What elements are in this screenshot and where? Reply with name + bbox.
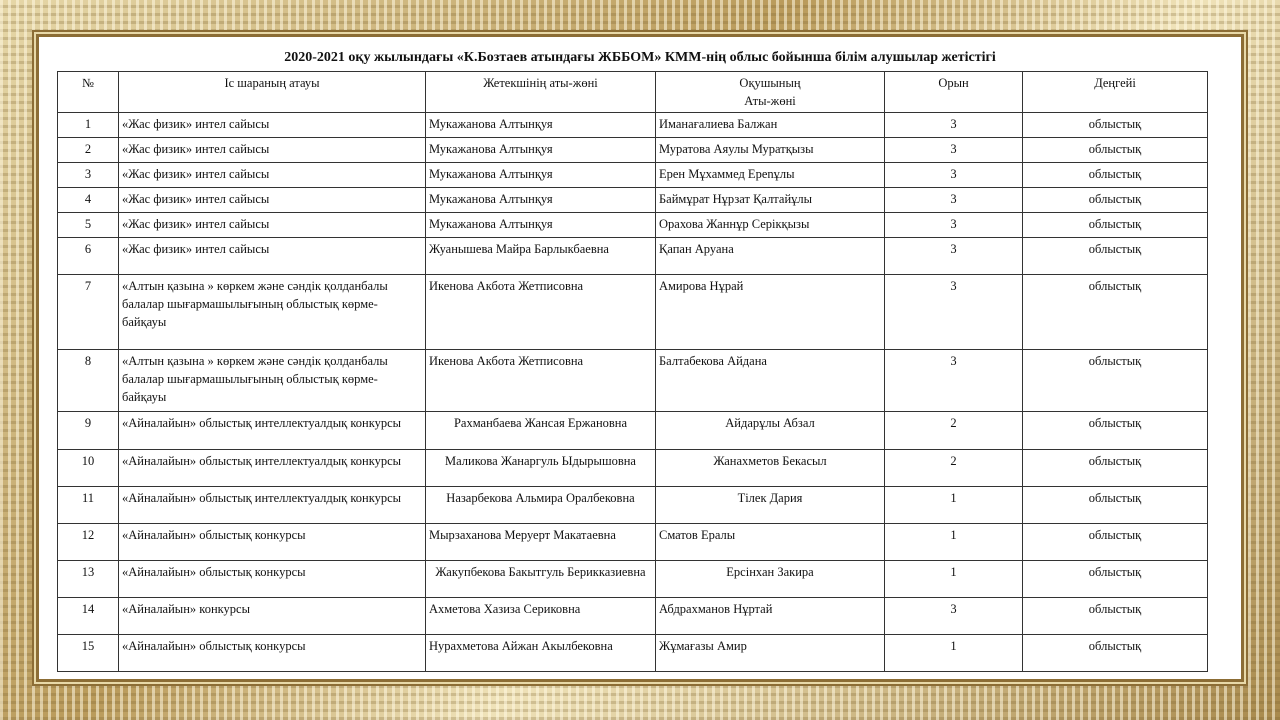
cell-student: Орахова Жаннұр Серікқызы	[656, 213, 885, 238]
cell-event: «Айналайын» облыстық интеллектуалдық конкурсы	[119, 487, 426, 524]
cell-event: «Айналайын» облыстық конкурсы	[119, 524, 426, 561]
cell-event: «Алтын қазына » көркем және сәндік қолданбалы балалар шығармашылығының облыстық көрме-байқауы	[119, 275, 426, 350]
cell-level: облыстық	[1023, 238, 1208, 275]
cell-level: облыстық	[1023, 188, 1208, 213]
cell-place: 1	[885, 524, 1023, 561]
cell-num: 2	[58, 138, 119, 163]
table-body	[58, 113, 1208, 672]
header-place: Орын	[885, 72, 1023, 113]
cell-place: 1	[885, 561, 1023, 598]
cell-event: «Айналайын» облыстық интеллектуалдық конкурсы	[119, 412, 426, 450]
cell-level: облыстық	[1023, 524, 1208, 561]
header-student-line2: Аты-жөні	[744, 94, 796, 108]
cell-student: Абдрахманов Нұртай	[656, 598, 885, 635]
cell-num: 14	[58, 598, 119, 635]
cell-teacher: Мукажанова Алтынқуя	[426, 138, 656, 163]
cell-student: Жұмағазы Амир	[656, 635, 885, 672]
cell-level: облыстық	[1023, 275, 1208, 350]
cell-level: облыстық	[1023, 138, 1208, 163]
cell-teacher: Ахметова Хазиза Сериковна	[426, 598, 656, 635]
cell-place: 1	[885, 487, 1023, 524]
cell-student: Балтабекова Айдана	[656, 350, 885, 412]
cell-student: Иманағалиева Балжан	[656, 113, 885, 138]
table-row	[58, 188, 1208, 213]
cell-level: облыстық	[1023, 487, 1208, 524]
cell-level: облыстық	[1023, 213, 1208, 238]
cell-level: облыстық	[1023, 412, 1208, 450]
table-row	[58, 238, 1208, 275]
cell-event: «Жас физик» интел сайысы	[119, 163, 426, 188]
cell-teacher: Маликова Жанаргуль Ыдырышовна	[426, 450, 656, 487]
cell-event: «Жас физик» интел сайысы	[119, 188, 426, 213]
cell-level: облыстық	[1023, 163, 1208, 188]
cell-student: Айдарұлы Абзал	[656, 412, 885, 450]
cell-student: Муратова Аяулы Муратқызы	[656, 138, 885, 163]
cell-place: 3	[885, 213, 1023, 238]
table-row	[58, 412, 1208, 450]
cell-student: Амирова Нұрай	[656, 275, 885, 350]
cell-num: 7	[58, 275, 119, 350]
cell-place: 2	[885, 412, 1023, 450]
cell-place: 3	[885, 113, 1023, 138]
cell-level: облыстық	[1023, 598, 1208, 635]
cell-event: «Айналайын» конкурсы	[119, 598, 426, 635]
cell-event: «Айналайын» облыстық конкурсы	[119, 635, 426, 672]
cell-num: 6	[58, 238, 119, 275]
header-level: Деңгейі	[1023, 72, 1208, 113]
table-row	[58, 487, 1208, 524]
cell-teacher: Икенова Акбота Жетписовна	[426, 350, 656, 412]
header-event: Іс шараның атауы	[119, 72, 426, 113]
cell-num: 5	[58, 213, 119, 238]
cell-event: «Жас физик» интел сайысы	[119, 138, 426, 163]
cell-student: Жанахметов Бекасыл	[656, 450, 885, 487]
cell-teacher: Мукажанова Алтынқуя	[426, 163, 656, 188]
table-row	[58, 213, 1208, 238]
cell-event: «Жас физик» интел сайысы	[119, 113, 426, 138]
cell-level: облыстық	[1023, 635, 1208, 672]
page-title: 2020-2021 оқу жылындағы «К.Бозтаев атындағы ЖББОМ» КММ-нің облыс бойынша білім алушылар жетістігі	[284, 50, 996, 65]
cell-student: Ерсінхан Закира	[656, 561, 885, 598]
cell-num: 12	[58, 524, 119, 561]
cell-place: 1	[885, 635, 1023, 672]
cell-level: облыстық	[1023, 350, 1208, 412]
cell-place: 3	[885, 138, 1023, 163]
cell-event: «Алтын қазына » көркем және сәндік қолданбалы балалар шығармашылығының облыстық көрме-байқауы	[119, 350, 426, 412]
table-header-row	[58, 72, 1208, 113]
cell-place: 3	[885, 163, 1023, 188]
cell-num: 13	[58, 561, 119, 598]
achievements-table	[57, 71, 1208, 672]
cell-place: 3	[885, 275, 1023, 350]
cell-event: «Жас физик» интел сайысы	[119, 213, 426, 238]
cell-num: 9	[58, 412, 119, 450]
cell-student: Ерен Мұхаммед Ерenұлы	[656, 163, 885, 188]
cell-student: Баймұрат Нұрзат Қалтайұлы	[656, 188, 885, 213]
cell-num: 1	[58, 113, 119, 138]
cell-teacher: Икенова Акбота Жетписовна	[426, 275, 656, 350]
cell-teacher: Рахманбаева Жансая Ержановна	[426, 412, 656, 450]
cell-student: Қапан Аруана	[656, 238, 885, 275]
cell-teacher: Мырзаханова Меруерт Макатаевна	[426, 524, 656, 561]
cell-event: «Айналайын» облыстық конкурсы	[119, 561, 426, 598]
cell-level: облыстық	[1023, 113, 1208, 138]
cell-teacher: Нурахметова Айжан Акылбековна	[426, 635, 656, 672]
cell-teacher: Мукажанова Алтынқуя	[426, 113, 656, 138]
header-num: №	[58, 72, 119, 113]
cell-teacher: Мукажанова Алтынқуя	[426, 188, 656, 213]
cell-num: 10	[58, 450, 119, 487]
cell-teacher: Назарбекова Альмира Оралбековна	[426, 487, 656, 524]
cell-level: облыстық	[1023, 561, 1208, 598]
table-row	[58, 350, 1208, 412]
table-row	[58, 561, 1208, 598]
header-teacher: Жетекшінің аты-жөні	[426, 72, 656, 113]
header-student	[656, 72, 885, 113]
table-row	[58, 138, 1208, 163]
cell-num: 15	[58, 635, 119, 672]
cell-num: 3	[58, 163, 119, 188]
cell-num: 4	[58, 188, 119, 213]
cell-teacher: Жакупбекова Бакытгуль Берикказиевна	[426, 561, 656, 598]
cell-event: «Жас физик» интел сайысы	[119, 238, 426, 275]
cell-place: 3	[885, 350, 1023, 412]
cell-level: облыстық	[1023, 450, 1208, 487]
table-row	[58, 635, 1208, 672]
cell-event: «Айналайын» облыстық интеллектуалдық конкурсы	[119, 450, 426, 487]
table-row	[58, 113, 1208, 138]
cell-place: 3	[885, 188, 1023, 213]
cell-num: 11	[58, 487, 119, 524]
table-row	[58, 524, 1208, 561]
cell-place: 2	[885, 450, 1023, 487]
table-row	[58, 598, 1208, 635]
cell-student: Тілек Дария	[656, 487, 885, 524]
cell-num: 8	[58, 350, 119, 412]
cell-student: Сматов Ералы	[656, 524, 885, 561]
cell-teacher: Мукажанова Алтынқуя	[426, 213, 656, 238]
cell-place: 3	[885, 598, 1023, 635]
table-row	[58, 450, 1208, 487]
table-row	[58, 163, 1208, 188]
header-student-line1: Оқушының	[739, 76, 801, 90]
table-row	[58, 275, 1208, 350]
cell-place: 3	[885, 238, 1023, 275]
cell-teacher: Жуанышева Майра Барлыкбаевна	[426, 238, 656, 275]
